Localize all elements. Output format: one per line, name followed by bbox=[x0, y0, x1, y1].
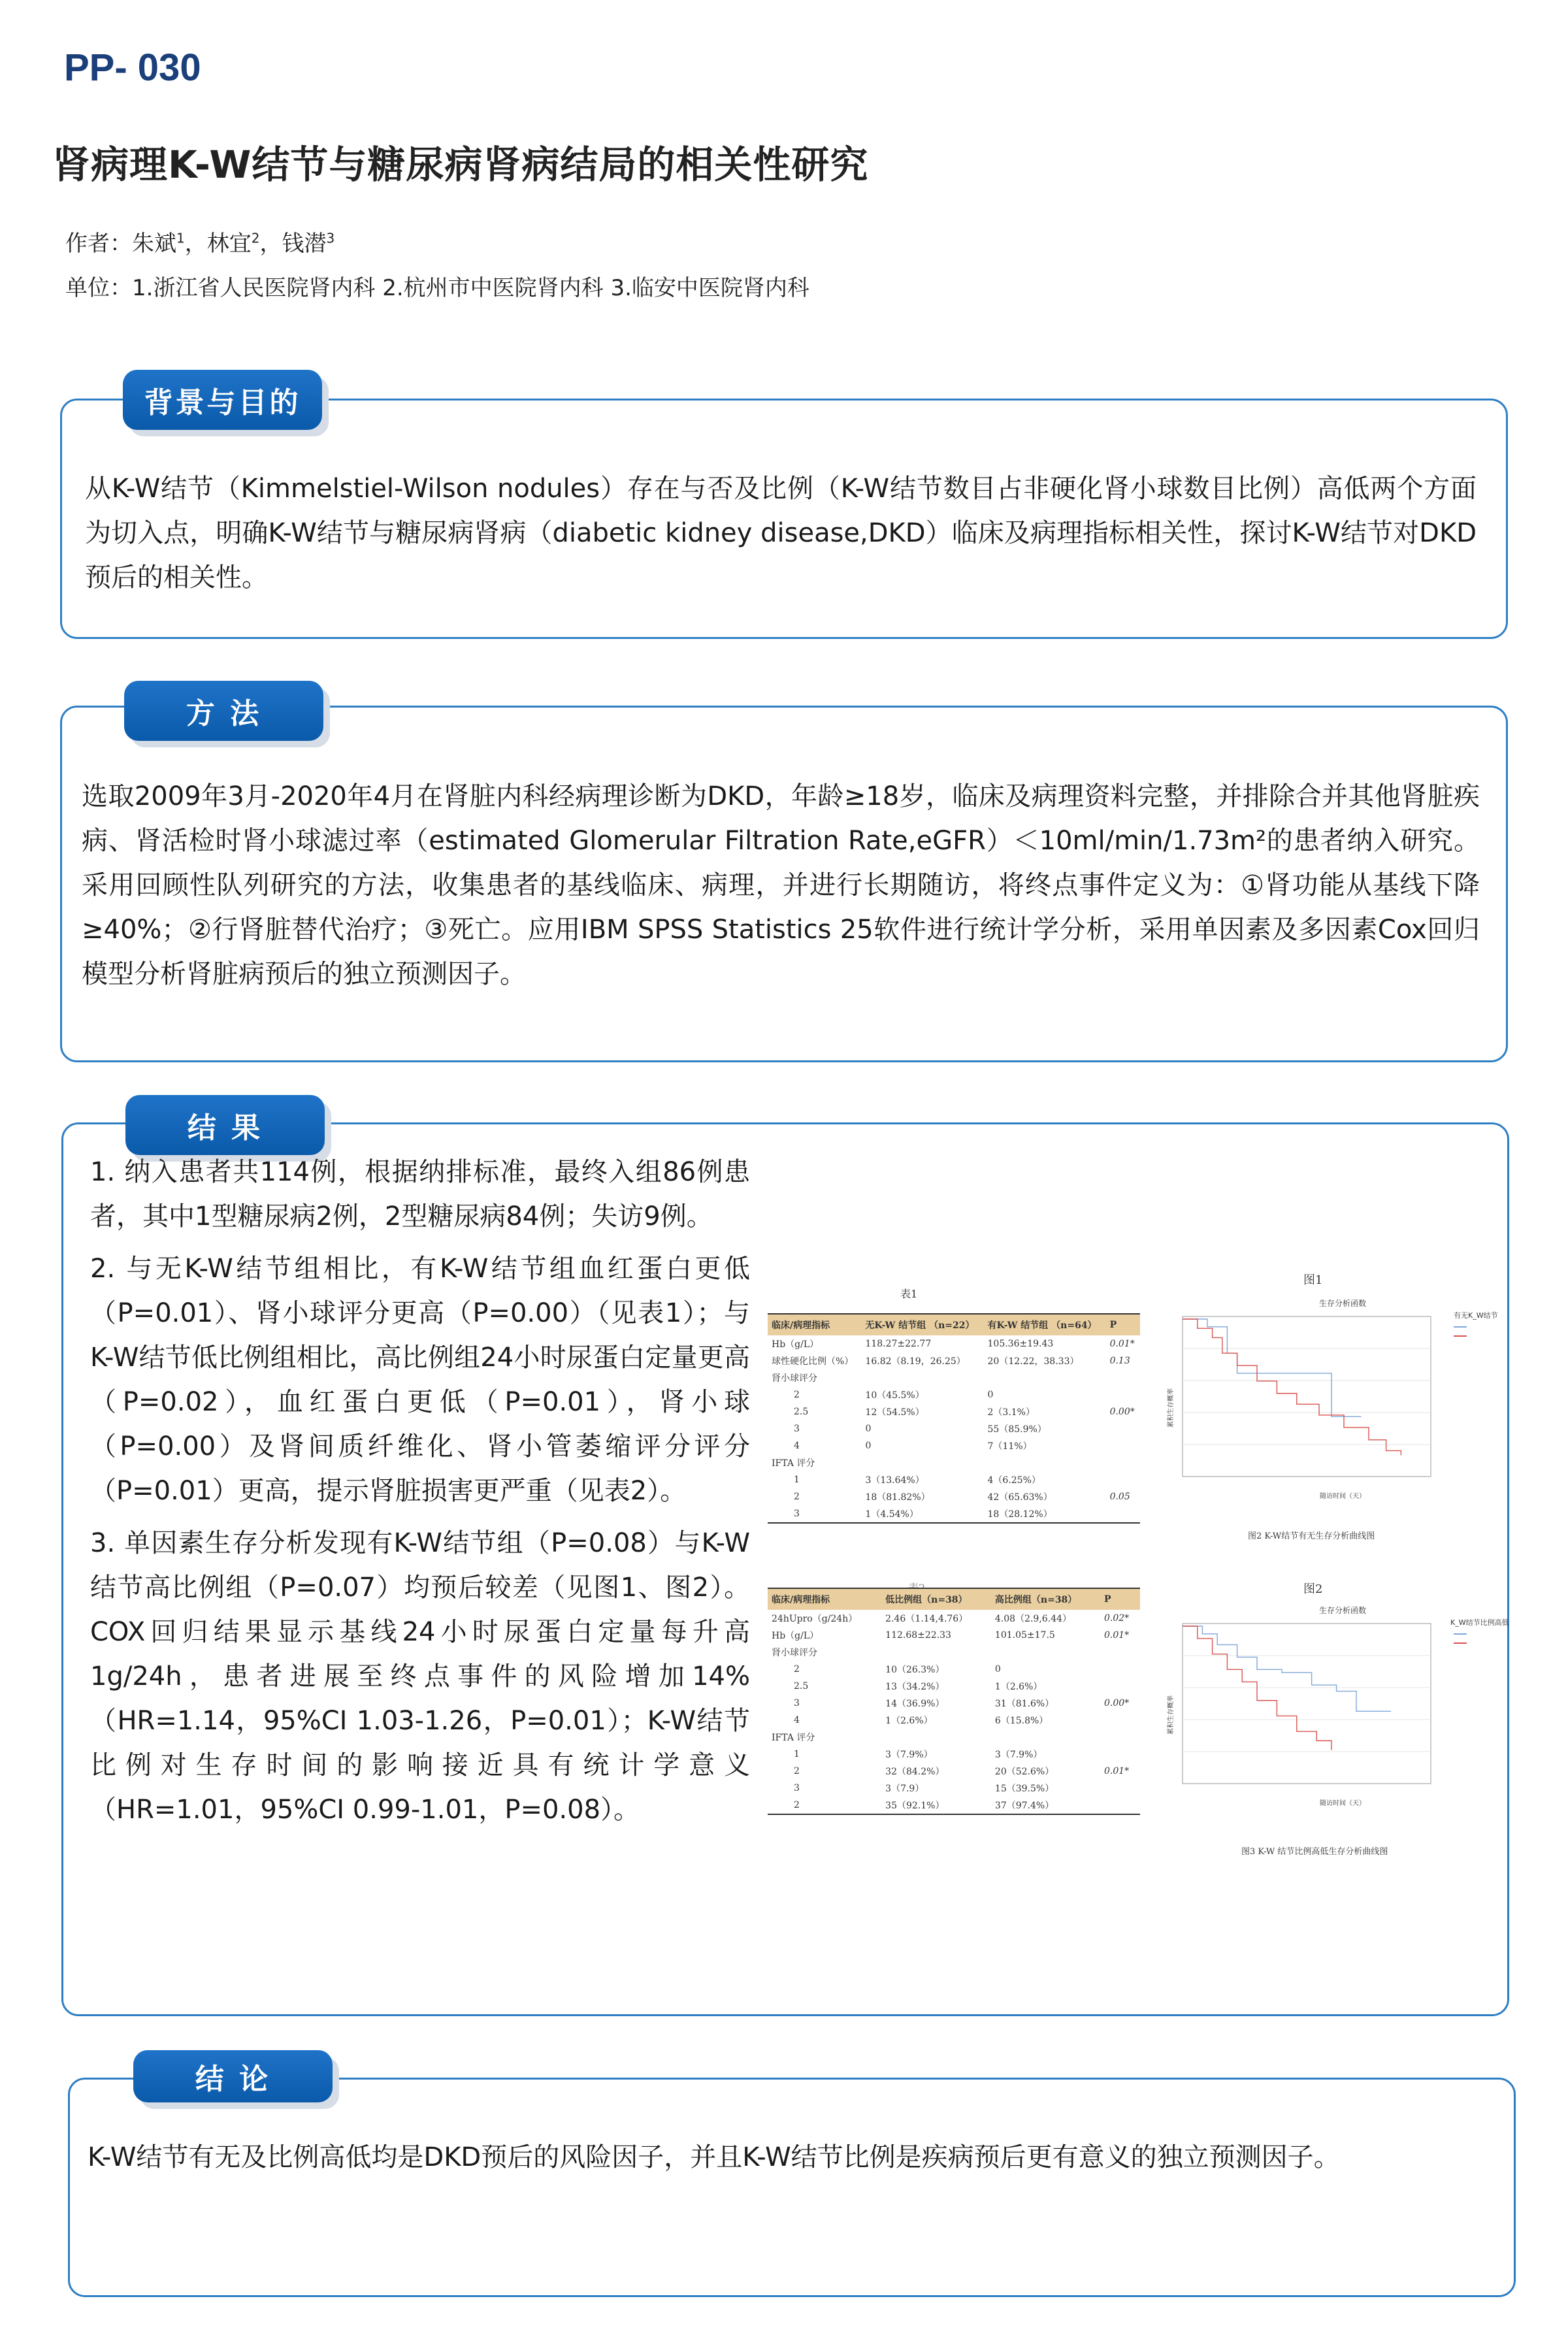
table-cell: 0.01* bbox=[1109, 1339, 1135, 1349]
table-header-cell: P bbox=[1100, 1588, 1140, 1610]
table-row bbox=[768, 1335, 1140, 1352]
table-cell: 1 bbox=[794, 1475, 800, 1485]
table-cell: 0.01* bbox=[1103, 1766, 1130, 1776]
authors-line: 作者：朱斌$^1$，林宜$^2$，钱潜$^3$ bbox=[65, 230, 335, 257]
conclusion-panel bbox=[68, 2078, 1516, 2297]
table-cell: 118.27±22.77 bbox=[865, 1339, 932, 1349]
table-cell: 112.68±22.33 bbox=[885, 1630, 951, 1641]
table-cell: 7（11%） bbox=[987, 1441, 1032, 1452]
table-cell: 18（81.82%） bbox=[865, 1492, 930, 1503]
table-cell: 3 bbox=[794, 1698, 800, 1708]
table-cell: 14（36.9%） bbox=[885, 1699, 945, 1709]
table-cell: 0.01* bbox=[1103, 1630, 1130, 1641]
table-row bbox=[768, 1369, 1140, 1386]
table1-caption: 表1 bbox=[900, 1288, 918, 1300]
table-row bbox=[768, 1437, 1140, 1454]
table-row bbox=[768, 1746, 1140, 1763]
table-cell bbox=[1106, 1369, 1140, 1386]
fig2-ylabel: 累积生存概率 bbox=[1168, 1695, 1175, 1735]
table-row bbox=[768, 1780, 1140, 1797]
table-header-cell: P bbox=[1106, 1314, 1140, 1335]
table-row bbox=[768, 1420, 1140, 1437]
table-cell bbox=[881, 1729, 991, 1746]
table-cell: 2 bbox=[794, 1664, 800, 1674]
table-cell: 3 bbox=[794, 1424, 800, 1434]
table-cell: 10（26.3%） bbox=[885, 1665, 945, 1675]
table-row bbox=[768, 1610, 1140, 1627]
figure1 bbox=[1147, 1290, 1512, 1512]
background-text: 从K-W结节（Kimmelstiel-Wilson nodules）存在与否及比例（K-W结节数目占非硬化肾小球数目比例）高低两个方面为切入点，明确K-W结节与糖尿病肾病（diabetic kidney disease,DKD）临床及病理指标相关性，探讨K-W结节对DKD预后的相关性。 bbox=[85, 474, 1477, 593]
conclusion-text: K-W结节有无及比例高低均是DKD预后的风险因子，并且K-W结节比例是疾病预后更有意义的独立预测因子。 bbox=[88, 2142, 1340, 2172]
table-cell: 32（84.2%） bbox=[885, 1767, 945, 1777]
table-header-cell: 低比例组（n=38） bbox=[881, 1588, 991, 1610]
table-cell: 2 bbox=[794, 1390, 800, 1400]
table-cell: 1（2.6%） bbox=[885, 1716, 933, 1726]
table-row bbox=[768, 1763, 1140, 1780]
survival-curve bbox=[1183, 1626, 1331, 1750]
poster-code: PP- 030 bbox=[64, 46, 201, 89]
table-cell: 3（7.9） bbox=[885, 1784, 924, 1794]
table-cell bbox=[1106, 1386, 1140, 1403]
author-name: 林宜 bbox=[206, 231, 252, 257]
table-cell: 15（39.5%） bbox=[994, 1784, 1054, 1794]
table-row bbox=[768, 1644, 1140, 1661]
table-cell: IFTA 评分 bbox=[772, 1458, 815, 1469]
table-row bbox=[768, 1661, 1140, 1678]
plot-frame bbox=[1183, 1316, 1431, 1477]
km-plot-1 bbox=[1147, 1290, 1512, 1512]
figure2-label: 图2 bbox=[1303, 1582, 1323, 1596]
fig2-legend-title: K_W结节比例高低 bbox=[1450, 1618, 1509, 1627]
table-cell: 31（81.6%） bbox=[994, 1699, 1054, 1709]
table-cell: 肾小球评分 bbox=[772, 1648, 817, 1658]
table-cell: 3 bbox=[794, 1509, 800, 1519]
table-header-cell: 临床/病理指标 bbox=[768, 1588, 881, 1610]
table1 bbox=[768, 1313, 1140, 1524]
table-row bbox=[768, 1352, 1140, 1369]
table-row bbox=[768, 1488, 1140, 1505]
table-row bbox=[768, 1712, 1140, 1729]
results-heading: 结 果 bbox=[125, 1095, 325, 1155]
table-cell: 2（3.1%） bbox=[987, 1407, 1035, 1418]
table-cell: 0.02* bbox=[1103, 1613, 1130, 1624]
survival-curve bbox=[1183, 1626, 1391, 1711]
table-cell: 0.00* bbox=[1103, 1698, 1130, 1708]
table-cell: IFTA 评分 bbox=[772, 1733, 815, 1743]
table-cell: 6（15.8%） bbox=[994, 1716, 1049, 1726]
table-cell: 20（52.6%） bbox=[994, 1767, 1054, 1777]
table-cell: 16.82（8.19，26.25） bbox=[865, 1356, 966, 1367]
results-paragraph-3: 3. 单因素生存分析发现有K-W结节组（P=0.08）与K-W结节高比例组（P=0.07）均预后较差（见图1、图2）。COX回归结果显示基线24小时尿蛋白定量每升高1g/24h，患者进展至终点事件的风险增加14%（HR=1.14，95%CI 1.03-1.26，P=0.01）；K-W结节比例对生存时间的影响接近具有统计学意义（HR=1.01，95%CI 0.99-1.01，P=0.08）。 bbox=[90, 1528, 750, 1825]
table-cell: 2 bbox=[794, 1766, 800, 1776]
table-cell: 1（2.6%） bbox=[994, 1682, 1043, 1692]
table-row bbox=[768, 1386, 1140, 1403]
table-header-cell: 有K-W 结节组 （n=64） bbox=[984, 1314, 1106, 1335]
table-row bbox=[768, 1505, 1140, 1523]
table-row bbox=[768, 1695, 1140, 1712]
fig1-legend-title: 有无K_W结节 bbox=[1454, 1311, 1498, 1320]
figure1-label: 图1 bbox=[1303, 1273, 1323, 1287]
author-sup: 1 bbox=[176, 230, 185, 246]
table-row bbox=[768, 1729, 1140, 1746]
table2 bbox=[768, 1588, 1140, 1815]
table-row bbox=[768, 1454, 1140, 1471]
methods-heading: 方 法 bbox=[124, 681, 323, 741]
table-cell bbox=[1100, 1712, 1140, 1729]
table-cell bbox=[991, 1729, 1100, 1746]
authors-prefix: 作者： bbox=[65, 231, 132, 257]
table-cell bbox=[991, 1644, 1100, 1661]
table-cell: 35（92.1%） bbox=[885, 1801, 945, 1811]
affiliation: 单位：1.浙江省人民医院肾内科 2.杭州市中医院肾内科 3.临安中医院肾内科 bbox=[65, 275, 809, 301]
table-cell: 0.13 bbox=[1109, 1356, 1130, 1366]
author-sup: 3 bbox=[326, 230, 335, 246]
table-cell bbox=[1100, 1644, 1140, 1661]
results-paragraph-2: 2. 与无K-W结节组相比，有K-W结节组血红蛋白更低（P=0.01）、肾小球评分更高（P=0.00）（见表1）；与K-W结节低比例组相比，高比例组24小时尿蛋白定量更高（P=0.02），血红蛋白更低（P=0.01），肾小球（P=0.00）及肾间质纤维化、肾小管萎缩评分评分（P=0.01）更高，提示肾脏损害更严重（见表2）。 bbox=[90, 1254, 750, 1506]
poster-title: 肾病理K-W结节与糖尿病肾病结局的相关性研究 bbox=[52, 142, 869, 187]
table-row bbox=[768, 1403, 1140, 1420]
table-cell: 0 bbox=[987, 1390, 994, 1400]
fig2-xlabel: 随访时间（天） bbox=[1320, 1800, 1365, 1807]
table-cell: 10（45.5%） bbox=[865, 1390, 924, 1401]
table-cell: 12（54.5%） bbox=[865, 1407, 924, 1418]
table-cell: 37（97.4%） bbox=[994, 1801, 1054, 1811]
plot-frame bbox=[1183, 1624, 1431, 1784]
figure1-caption: 图2 K-W结节有无生存分析曲线图 bbox=[1248, 1531, 1375, 1541]
table-cell: Hb（g/L） bbox=[772, 1631, 819, 1641]
table-row bbox=[768, 1471, 1140, 1488]
table-cell: 18（28.12%） bbox=[987, 1509, 1053, 1520]
table-row bbox=[768, 1797, 1140, 1814]
table-cell: 1 bbox=[794, 1749, 800, 1759]
table-cell: 55（85.9%） bbox=[987, 1424, 1047, 1435]
table-cell bbox=[984, 1454, 1106, 1471]
table-cell: 101.05±17.5 bbox=[994, 1630, 1055, 1641]
table-cell bbox=[1106, 1505, 1140, 1523]
table-cell bbox=[1106, 1437, 1140, 1454]
table-cell bbox=[1100, 1780, 1140, 1797]
author-name: 钱潜 bbox=[282, 231, 327, 257]
table-cell bbox=[1100, 1661, 1140, 1678]
table-cell: 3（7.9%） bbox=[885, 1750, 933, 1760]
table-cell: 0 bbox=[865, 1424, 872, 1434]
table-cell: 4（6.25%） bbox=[987, 1475, 1041, 1486]
table-cell: 1（4.54%） bbox=[865, 1509, 919, 1520]
table-cell bbox=[1100, 1729, 1140, 1746]
table-cell: 0.00* bbox=[1109, 1407, 1135, 1417]
methods-text: 选取2009年3月-2020年4月在肾脏内科经病理诊断为DKD，年龄≥18岁，临床及病理资料完整，并排除合并其他肾脏疾病、肾活检时肾小球滤过率（estimated Glomerular Filtration Rate,eGFR）＜10ml/min/1.73m²的患者纳入研究。采用回顾性队列研究的方法，收集患者的基线临床、病理，并进行长期随访，将终点事件定义为：①肾功能从基线下降≥40%；②行肾脏替代治疗；③死亡。应用IBM SPSS Statistics 25软件进行统计学分析，采用单因素及多因素Cox回归模型分析肾脏病预后的独立预测因子。 bbox=[82, 781, 1480, 989]
table-cell bbox=[1100, 1746, 1140, 1763]
table-cell: 2 bbox=[794, 1800, 800, 1810]
table-header-cell: 高比例组（n=38） bbox=[991, 1588, 1100, 1610]
table-row bbox=[768, 1678, 1140, 1695]
fig2-plot-title: 生存分析函数 bbox=[1318, 1606, 1367, 1615]
table-cell: 肾小球评分 bbox=[772, 1373, 817, 1384]
table-cell: 105.36±19.43 bbox=[987, 1339, 1054, 1349]
table-cell: 4 bbox=[794, 1441, 800, 1451]
table-cell: 2 bbox=[794, 1492, 800, 1502]
table-cell: 24hUpro（g/24h） bbox=[772, 1614, 858, 1624]
table-cell: 4 bbox=[794, 1715, 800, 1725]
results-paragraph-1: 1. 纳入患者共114例，根据纳排标准，最终入组86例患者，其中1型糖尿病2例，2型糖尿病84例；失访9例。 bbox=[90, 1157, 750, 1232]
figure2 bbox=[1147, 1597, 1512, 1820]
fig1-xlabel: 随访时间（天） bbox=[1320, 1493, 1365, 1500]
table-cell bbox=[1106, 1420, 1140, 1437]
table-cell: 20（12.22，38.33） bbox=[987, 1356, 1079, 1367]
table-cell: 3（13.64%） bbox=[865, 1475, 924, 1486]
figure2-caption: 图3 K-W 结节比例高低生存分析曲线图 bbox=[1241, 1847, 1388, 1857]
table-cell bbox=[1100, 1797, 1140, 1814]
table-cell bbox=[984, 1369, 1106, 1386]
table-cell: 2.5 bbox=[794, 1407, 809, 1417]
table-cell: 4.08（2.9,6.44） bbox=[994, 1614, 1071, 1624]
table-header-cell: 无K-W 结节组 （n=22） bbox=[861, 1314, 983, 1335]
table-cell: 42（65.63%） bbox=[987, 1492, 1053, 1503]
km-plot-2 bbox=[1147, 1597, 1512, 1820]
table-cell bbox=[1106, 1454, 1140, 1471]
author-name: 朱斌 bbox=[132, 231, 176, 257]
fig1-ylabel: 累积生存概率 bbox=[1168, 1388, 1175, 1428]
conclusion-heading: 结 论 bbox=[133, 2050, 333, 2102]
table-cell: 球性硬化比例（%） bbox=[772, 1356, 854, 1367]
table-cell: Hb（g/L） bbox=[772, 1339, 819, 1350]
table-cell bbox=[1106, 1471, 1140, 1488]
table-cell bbox=[881, 1644, 991, 1661]
survival-curve bbox=[1183, 1319, 1362, 1416]
table-cell: 2.5 bbox=[794, 1681, 809, 1691]
background-heading: 背景与目的 bbox=[123, 370, 322, 430]
table-cell: 0.05 bbox=[1109, 1492, 1130, 1502]
table-header-cell: 临床/病理指标 bbox=[768, 1314, 861, 1335]
table-row bbox=[768, 1627, 1140, 1644]
table-cell: 0 bbox=[865, 1441, 872, 1451]
table-cell: 3 bbox=[794, 1783, 800, 1793]
table-cell: 0 bbox=[994, 1664, 1001, 1674]
table-cell bbox=[1100, 1678, 1140, 1695]
table-cell bbox=[861, 1454, 983, 1471]
table-cell bbox=[861, 1369, 983, 1386]
table-cell: 2.46（1.14,4.76） bbox=[885, 1614, 968, 1624]
table-cell: 3（7.9%） bbox=[994, 1750, 1043, 1760]
survival-curve bbox=[1183, 1319, 1401, 1456]
author-sup: 2 bbox=[251, 230, 260, 246]
fig1-plot-title: 生存分析函数 bbox=[1318, 1299, 1367, 1308]
results-text bbox=[90, 1150, 750, 1840]
table-cell: 13（34.2%） bbox=[885, 1682, 945, 1692]
